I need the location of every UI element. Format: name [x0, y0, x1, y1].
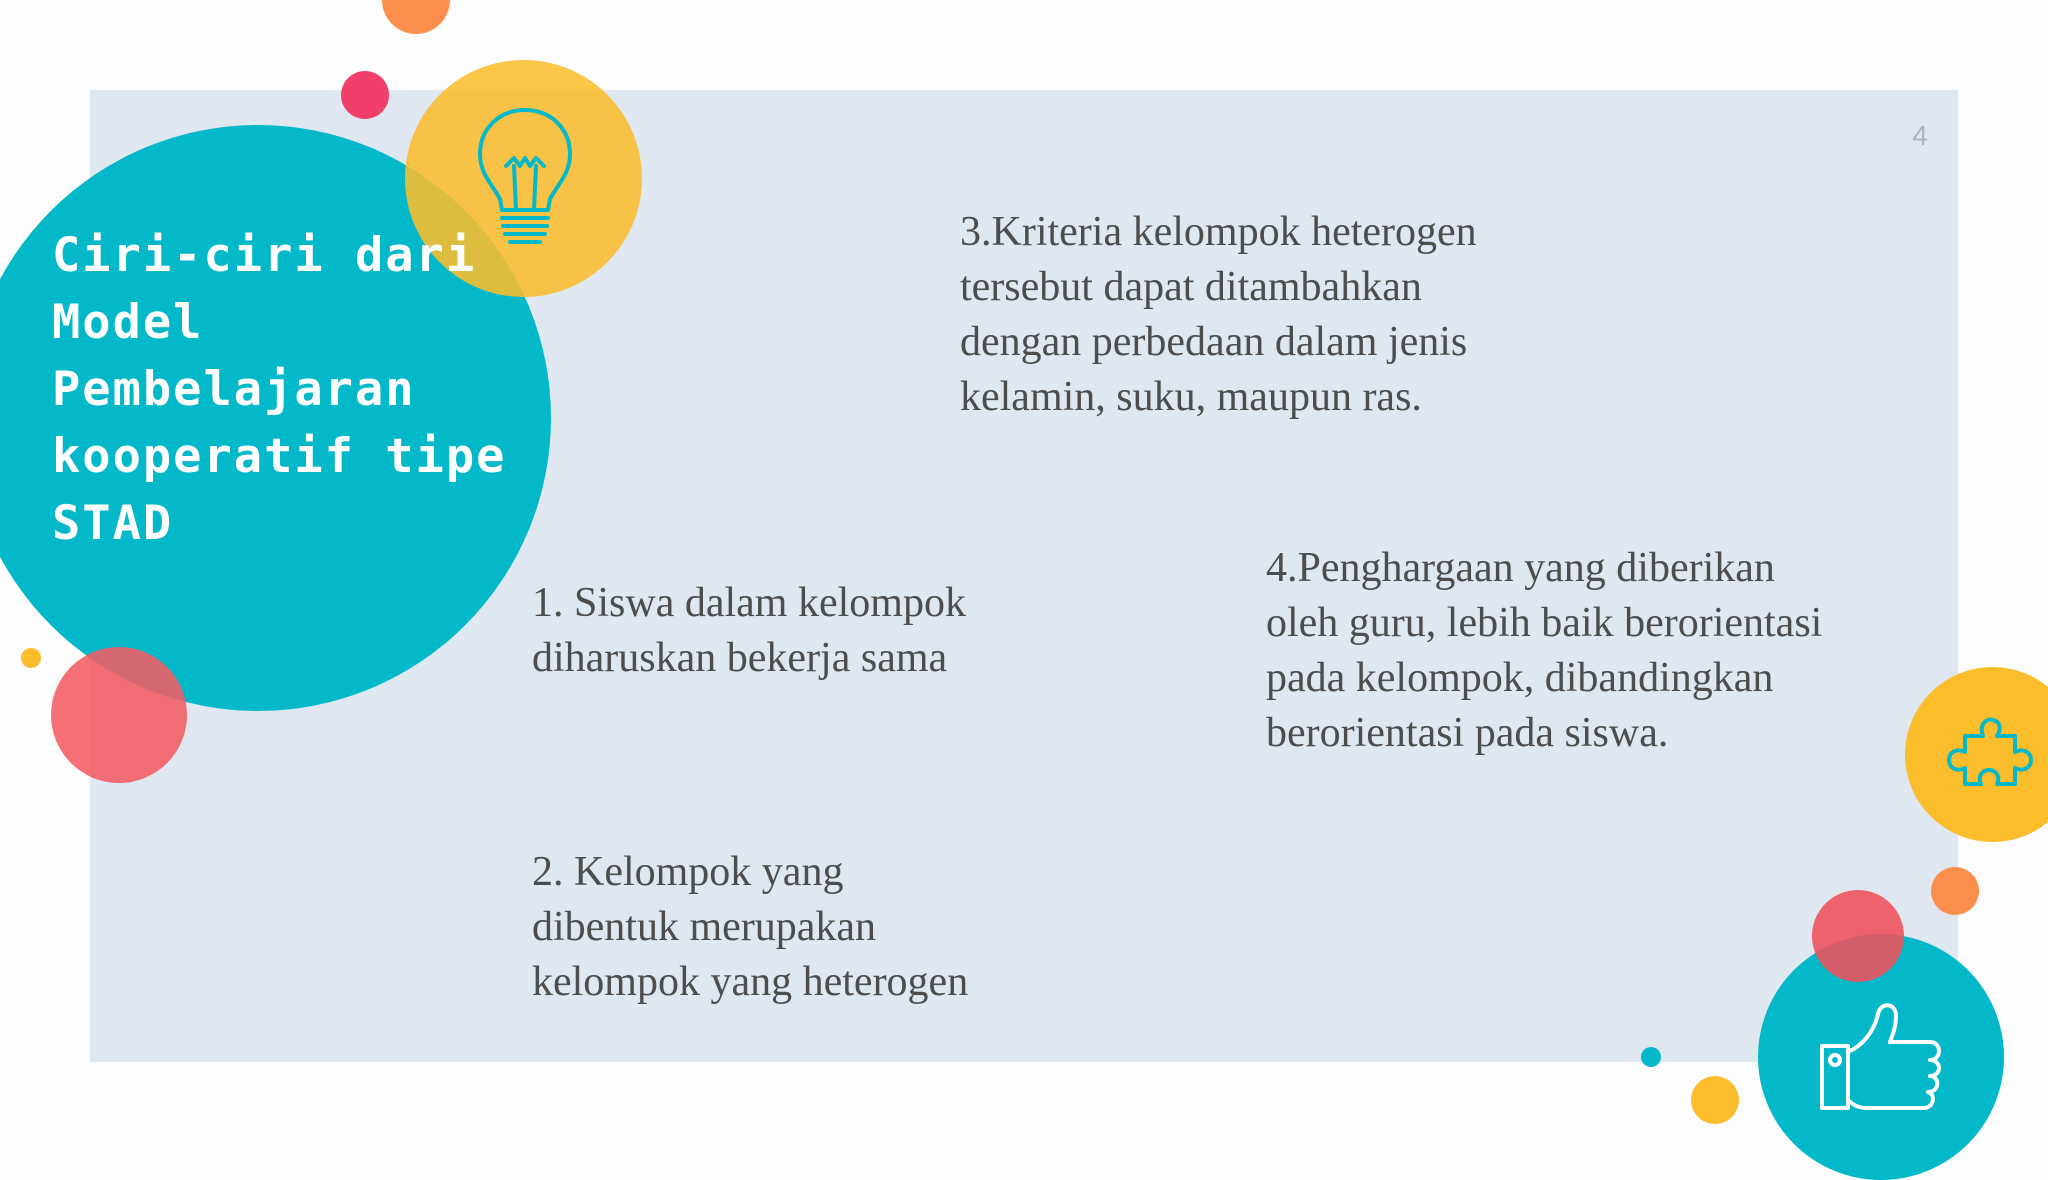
list-item-2: 2. Kelompok yang dibentuk merupakan kelompok yang heterogen: [532, 849, 969, 1005]
puzzle-icon: [1945, 708, 2035, 798]
teal-small-dot: [1641, 1047, 1661, 1067]
red-circle-right: [1812, 890, 1904, 982]
slide-title: Ciri-ciri dari Model Pembelajaran kooperatif tipe STAD: [52, 228, 507, 551]
red-circle-left: [51, 647, 187, 783]
yellow-small-dot: [21, 648, 41, 668]
list-item-1: 1. Siswa dalam kelompok diharuskan bekerja sama: [532, 580, 966, 681]
orange-dot-top: [382, 0, 450, 34]
page-number: 4: [1912, 120, 1928, 151]
thumbs-up-icon: [1818, 996, 1948, 1114]
yellow-dot-bottom: [1691, 1076, 1739, 1124]
list-item-3: 3.Kriteria kelompok heterogen tersebut dapat ditambahkan dengan perbedaan dalam jenis kelamin, suku, maupun ras.: [960, 209, 1477, 420]
pink-dot: [341, 71, 389, 119]
orange-dot-right: [1931, 867, 1979, 915]
list-item-4: 4.Penghargaan yang diberikan oleh guru, lebih baik berorientasi pada kelompok, dibandingkan berorientasi pada siswa.: [1266, 545, 1823, 756]
